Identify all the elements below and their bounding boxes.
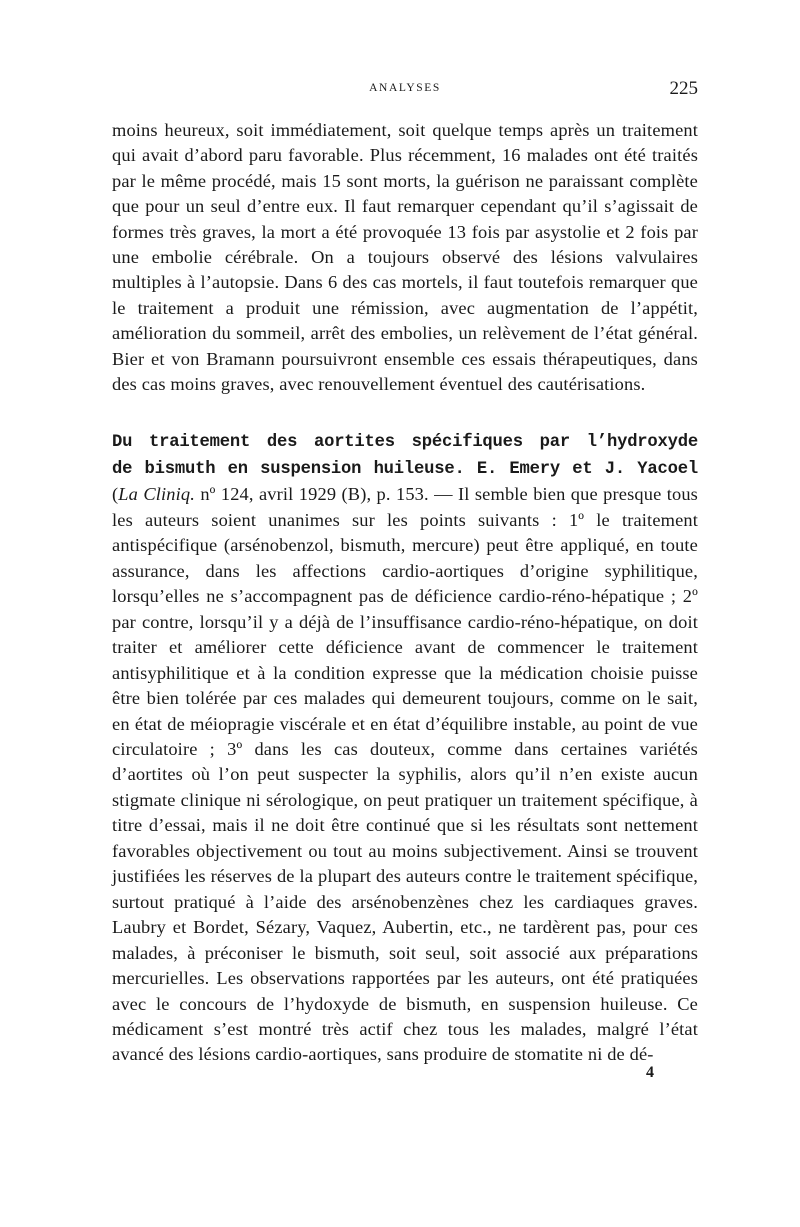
reference-details: nº 124, avril 1929 (B), p. 153. — bbox=[194, 484, 458, 505]
article-body bbox=[112, 455, 698, 1067]
page bbox=[112, 78, 698, 1068]
paragraph-continued: moins heureux, soit immédiatement, soit quelque temps après un traitement qui avait d’abord paru favorable. Plus récemment, 16 malades ont été traités par le même procédé, mais 15 sont morts, la guérison ne paraissant complète que pour un seul d’entre eux. Il faut remarquer cependant qu’il s’agissait de formes très graves, la mort a été provoquée 13 fois par asystolie et 2 fois par une embolie cérébrale. On a toujours observé des lésions valvulaires multiples à l’autopsie. Dans 6 des cas mortels, il faut toutefois remarquer que le traitement a produit une rémission, avec augmentation de l’appétit, amélioration du sommeil, arrêt des embolies, un relèvement de l’état général. Bier et von Bramann poursuivront ensemble ces essais thérapeutiques, dans des cas moins graves, avec renouvellement éventuel des cautérisations. bbox=[112, 120, 698, 395]
article-title-line-1: Du traitement des aortites spécifiques par l’hydroxyde bbox=[112, 433, 698, 453]
page-number: 225 bbox=[669, 78, 698, 99]
signature-mark: 4 bbox=[646, 1064, 654, 1081]
running-header bbox=[112, 78, 698, 104]
article-text: Il semble bien que presque tous les auteurs soient unanimes sur les points suivants : 1º le traitement antispécifique (arsénobenzol, bismuth, mercure) peut être appliqué, en toute assurance, dans les affections cardio-aortiques d’origine syphilitique, lorsqu’elles ne s’accompagnent pas de déficience cardio-réno-hépatique ; 2º par contre, lorsqu’il y a déjà de l’insuffisance cardio-réno-hépatique, on doit traiter et améliorer cette déficience avant de commencer le traitement antisyphilitique et à la condition expresse que la médication choisie puisse être bien tolérée par ces malades qui demeurent toujours, comme on le sait, en état de méiopragie viscérale et en état d’équilibre instable, au point de vue circulatoire ; 3º dans les cas douteux, comme dans certaines variétés d’aortites où l’on peut suspecter la syphilis, alors qu’il n’en existe aucun stigmate clinique ni sérologique, on peut pratiquer un traitement spécifique, à titre d’essai, mais il ne doit être continué que si les résultats sont nettement favorables objectivement ou tout au moins subjectivement. Ainsi se trouvent justifiées les réserves de la plupart des auteurs contre le traitement spécifique, surtout pratiqué à l’aide des arsénobenzènes chez les cardiaques graves. Laubry et Bordet, Sézary, Vaquez, Aubertin, etc., ne tardèrent pas, pour ces malades, à préconiser le bismuth, soit seul, soit associé aux préparations mercurielles. Les observations rapportées par les auteurs, ont été pratiquées avec le concours de l’hydoxyde de bismuth, en suspension huileuse. Ce médicament s’est montré très actif chez tous les malades, malgré l’état avancé des lésions cardio-aortiques, sans produire de stomatite ni de dé- bbox=[112, 484, 698, 1065]
reference-journal: La Cliniq. bbox=[118, 484, 195, 505]
running-title: ANALYSES bbox=[369, 82, 441, 94]
reference-open: ( bbox=[112, 484, 119, 505]
article bbox=[112, 431, 698, 1067]
article-title-line-2: de bismuth en suspension huileuse. E. Emery et J. Yacoel bbox=[112, 460, 698, 480]
